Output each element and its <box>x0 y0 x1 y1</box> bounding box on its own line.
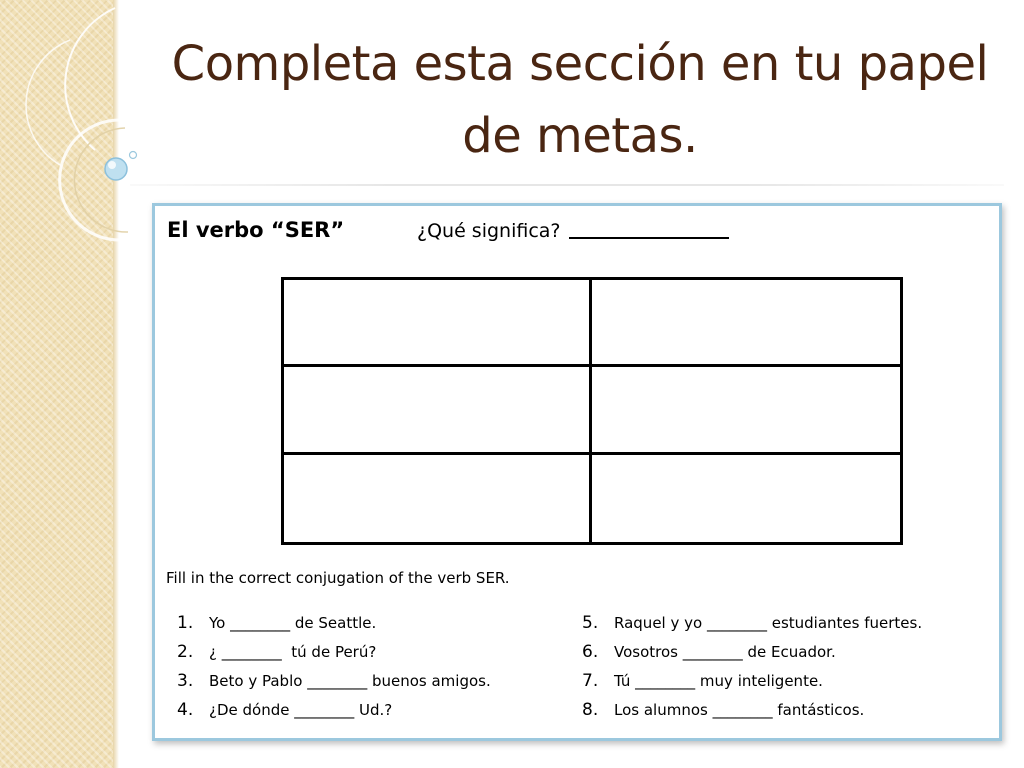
worksheet-image <box>152 203 1002 741</box>
meaning-question <box>417 220 729 242</box>
conjugation-table <box>281 277 903 545</box>
exercise-text: ¿ ________ tú de Perú? <box>209 643 377 661</box>
exercise-text: Tú ________ muy inteligente. <box>614 672 823 690</box>
conjugation-cell <box>592 367 900 454</box>
exercise-number: 3. <box>177 671 194 691</box>
conjugation-cell <box>284 455 592 542</box>
exercise-item <box>177 638 491 667</box>
exercise-item <box>177 609 491 638</box>
meaning-answer-blank <box>569 237 729 239</box>
exercise-list-right <box>582 609 922 725</box>
exercise-number: 8. <box>582 700 599 720</box>
title-divider <box>130 184 1004 186</box>
exercise-number: 4. <box>177 700 194 720</box>
conjugation-cell <box>284 280 592 367</box>
conjugation-cell <box>592 280 900 367</box>
instructions-text: Fill in the correct conjugation of the verb SER. <box>166 569 510 587</box>
meaning-question-label: ¿Qué significa? <box>417 220 561 242</box>
exercise-text: Los alumnos ________ fantásticos. <box>614 701 865 719</box>
exercise-list-left <box>177 609 491 725</box>
exercise-item <box>582 609 922 638</box>
worksheet-heading: El verbo “SER” <box>167 218 345 242</box>
exercise-item <box>582 667 922 696</box>
exercise-number: 5. <box>582 613 599 633</box>
exercise-text: Yo ________ de Seattle. <box>209 614 377 632</box>
exercise-item <box>177 696 491 725</box>
exercise-item <box>177 667 491 696</box>
exercise-text: ¿De dónde ________ Ud.? <box>209 701 393 719</box>
exercise-number: 1. <box>177 613 194 633</box>
exercise-item <box>582 696 922 725</box>
conjugation-cell <box>284 367 592 454</box>
exercise-text: Vosotros ________ de Ecuador. <box>614 643 836 661</box>
exercise-text: Beto y Pablo ________ buenos amigos. <box>209 672 491 690</box>
exercise-item <box>582 638 922 667</box>
conjugation-cell <box>592 455 900 542</box>
exercise-number: 2. <box>177 642 194 662</box>
slide-title: Completa esta sección en tu papel de metas. <box>171 36 989 164</box>
exercise-number: 6. <box>582 642 599 662</box>
exercise-text: Raquel y yo ________ estudiantes fuertes. <box>614 614 923 632</box>
exercise-number: 7. <box>582 671 599 691</box>
